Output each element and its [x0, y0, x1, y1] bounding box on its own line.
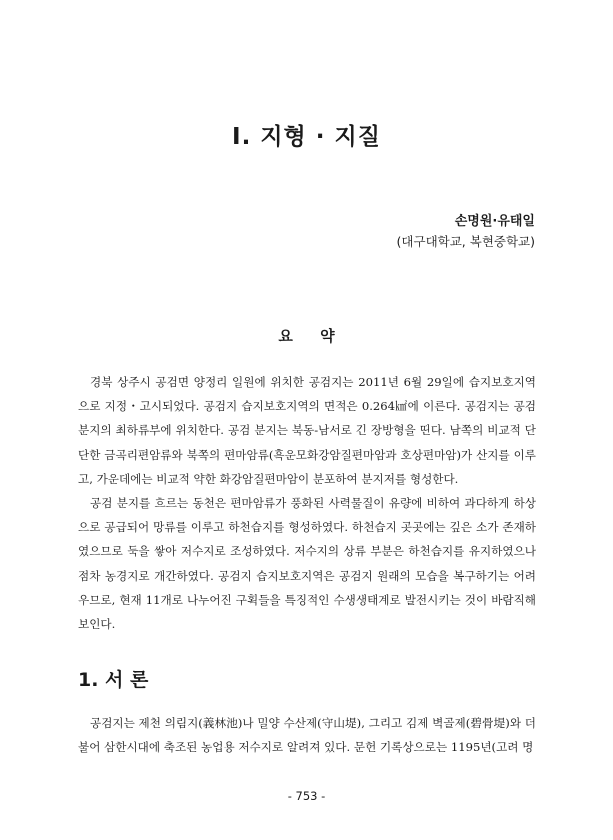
- section-body: [78, 711, 536, 759]
- section-heading: 1. 서 론: [78, 669, 149, 691]
- abstract-heading: 요 약: [278, 327, 335, 345]
- abstract-paragraph: 경북 상주시 공검면 양정리 일원에 위치한 공검지는 2011년 6월 29일에 습지보호지역으로 지정・고시되었다. 공검지 습지보호지역의 면적은 0.264㎢에 이른다. 공검지는 공검 분지의 최하류부에 위치한다. 공검 분지는 북동-남서로 긴 장방형을 띤다. 남쪽의 비교적 단단한 금곡리편암류와 북쪽의 편마암류(흑운모화강암질편마암과 호상편마암)가 산지를 이루고, 가운데에는 비교적 약한 화강암질편마암이 분포하여 분지저를 형성한다.: [78, 375, 536, 486]
- abstract-paragraph: 공검 분지를 흐르는 동천은 편마암류가 풍화된 사력물질이 유량에 비하여 과다하게 하상으로 공급되어 망류를 이루고 하천습지를 형성하였다. 하천습지 곳곳에는 깊은 소가 존재하였으므로 둑을 쌓아 저수지로 조성하였다. 저수지의 상류 부분은 하천습지를 유지하였으나 점차 농경지로 개간하였다. 공검지 습지보호지역은 공검지 원래의 모습을 복구하기는 어려우므로, 현재 11개로 나누어진 구획들을 특징적인 수생생태계로 발전시키는 것이 바람직해 보인다.: [78, 496, 536, 632]
- page-number: - 753 -: [287, 789, 326, 803]
- author-names: 손명원·유태일: [454, 214, 535, 229]
- body-paragraph: 공검지는 제천 의림지(義林池)나 밀양 수산제(守山堤), 그리고 김제 벽골제(碧骨堤)와 더불어 삼한시대에 축조된 농업용 저수지로 알려져 있다. 문헌 기록상으로는 1195년(고려 명: [78, 716, 536, 755]
- author-affiliation: (대구대학교, 복현중학교): [396, 234, 535, 249]
- chapter-title: Ⅰ. 지형 · 지질: [232, 124, 381, 150]
- abstract-body: [78, 370, 536, 636]
